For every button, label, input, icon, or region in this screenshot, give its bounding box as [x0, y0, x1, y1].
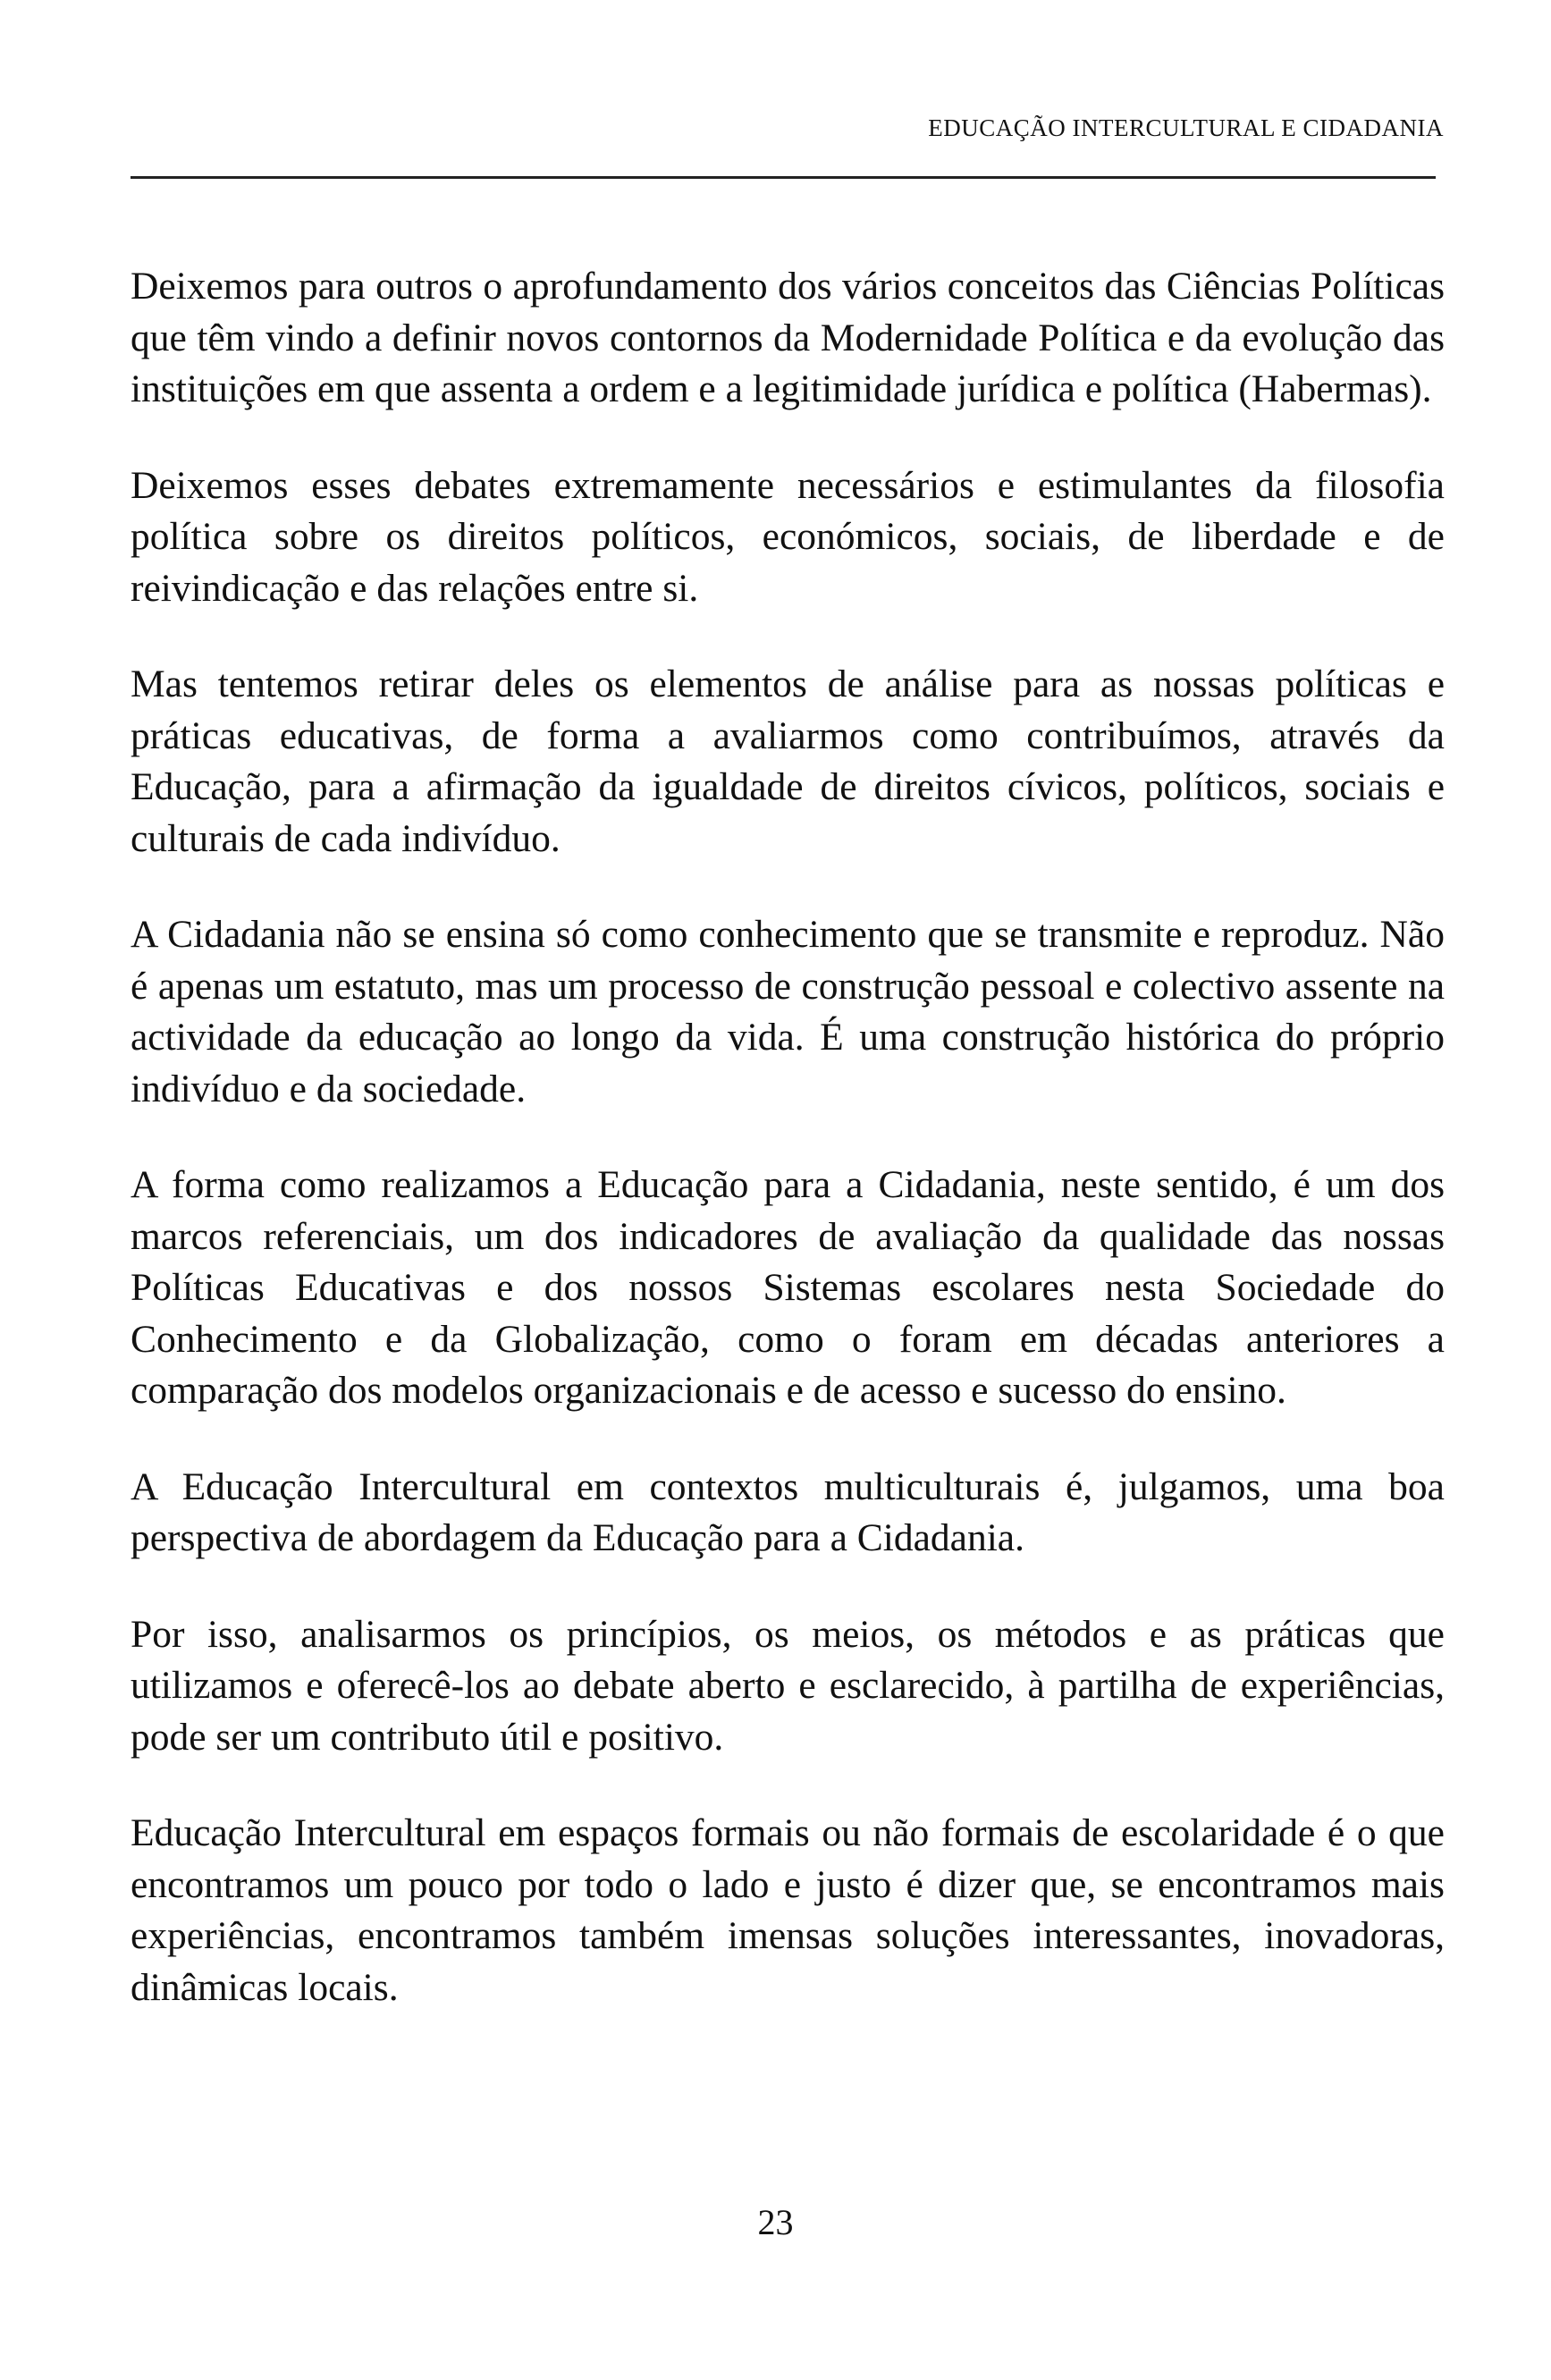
paragraph: A Educação Intercultural em contextos multiculturais é, julgamos, uma boa perspectiva de abordagem da Educação para a Cidadania. — [131, 1464, 1445, 1559]
paragraph: Deixemos esses debates extremamente necessários e estimulantes da filosofia política sobre os direitos políticos, económicos, sociais, de liberdade e de reivindicação e das relações entre si. — [131, 463, 1445, 610]
paragraph: Por isso, analisarmos os princípios, os meios, os métodos e as práticas que utilizamos e oferecê-los ao debate aberto e esclarecido, à partilha de experiências, pode ser um contributo útil e positivo. — [131, 1612, 1445, 1759]
paragraph: A forma como realizamos a Educação para a Cidadania, neste sentido, é um dos marcos referenciais, um dos indicadores de avaliação da qualidade das nossas Políticas Educativas e dos nossos Sistemas escolares nesta Sociedade do Conhecimento e da Globalização, como o foram em décadas anteriores a comparação dos modelos organizacionais e de acesso e sucesso do ensino. — [131, 1163, 1445, 1412]
header-divider — [131, 176, 1436, 179]
running-header: EDUCAÇÃO INTERCULTURAL E CIDADANIA — [928, 114, 1444, 141]
page-number: 23 — [757, 2202, 794, 2242]
paragraph: Educação Intercultural em espaços formais ou não formais de escolaridade é o que encontramos um pouco por todo o lado e justo é dizer que, se encontramos mais experiências, encontramos também imensas soluções interessantes, inovadoras, dinâmicas locais. — [131, 1811, 1445, 2009]
paragraph: Mas tentemos retirar deles os elementos de análise para as nossas políticas e práticas educativas, de forma a avaliarmos como contribuímos, através da Educação, para a afirmação da igualdade de direitos cívicos, políticos, sociais e culturais de cada indivíduo. — [131, 663, 1445, 860]
paragraph: Deixemos para outros o aprofundamento dos vários conceitos das Ciências Políticas que têm vindo a definir novos contornos da Modernidade Política e da evolução das instituições em que assenta a ordem e a legitimidade jurídica e política (Habermas). — [131, 265, 1445, 410]
page-body — [131, 261, 1445, 2058]
paragraph: A Cidadania não se ensina só como conhecimento que se transmite e reproduz. Não é apenas um estatuto, mas um processo de construção pessoal e colectivo assente na actividade da educação ao longo da vida. É uma construção histórica do próprio indivíduo e da sociedade. — [131, 913, 1445, 1110]
